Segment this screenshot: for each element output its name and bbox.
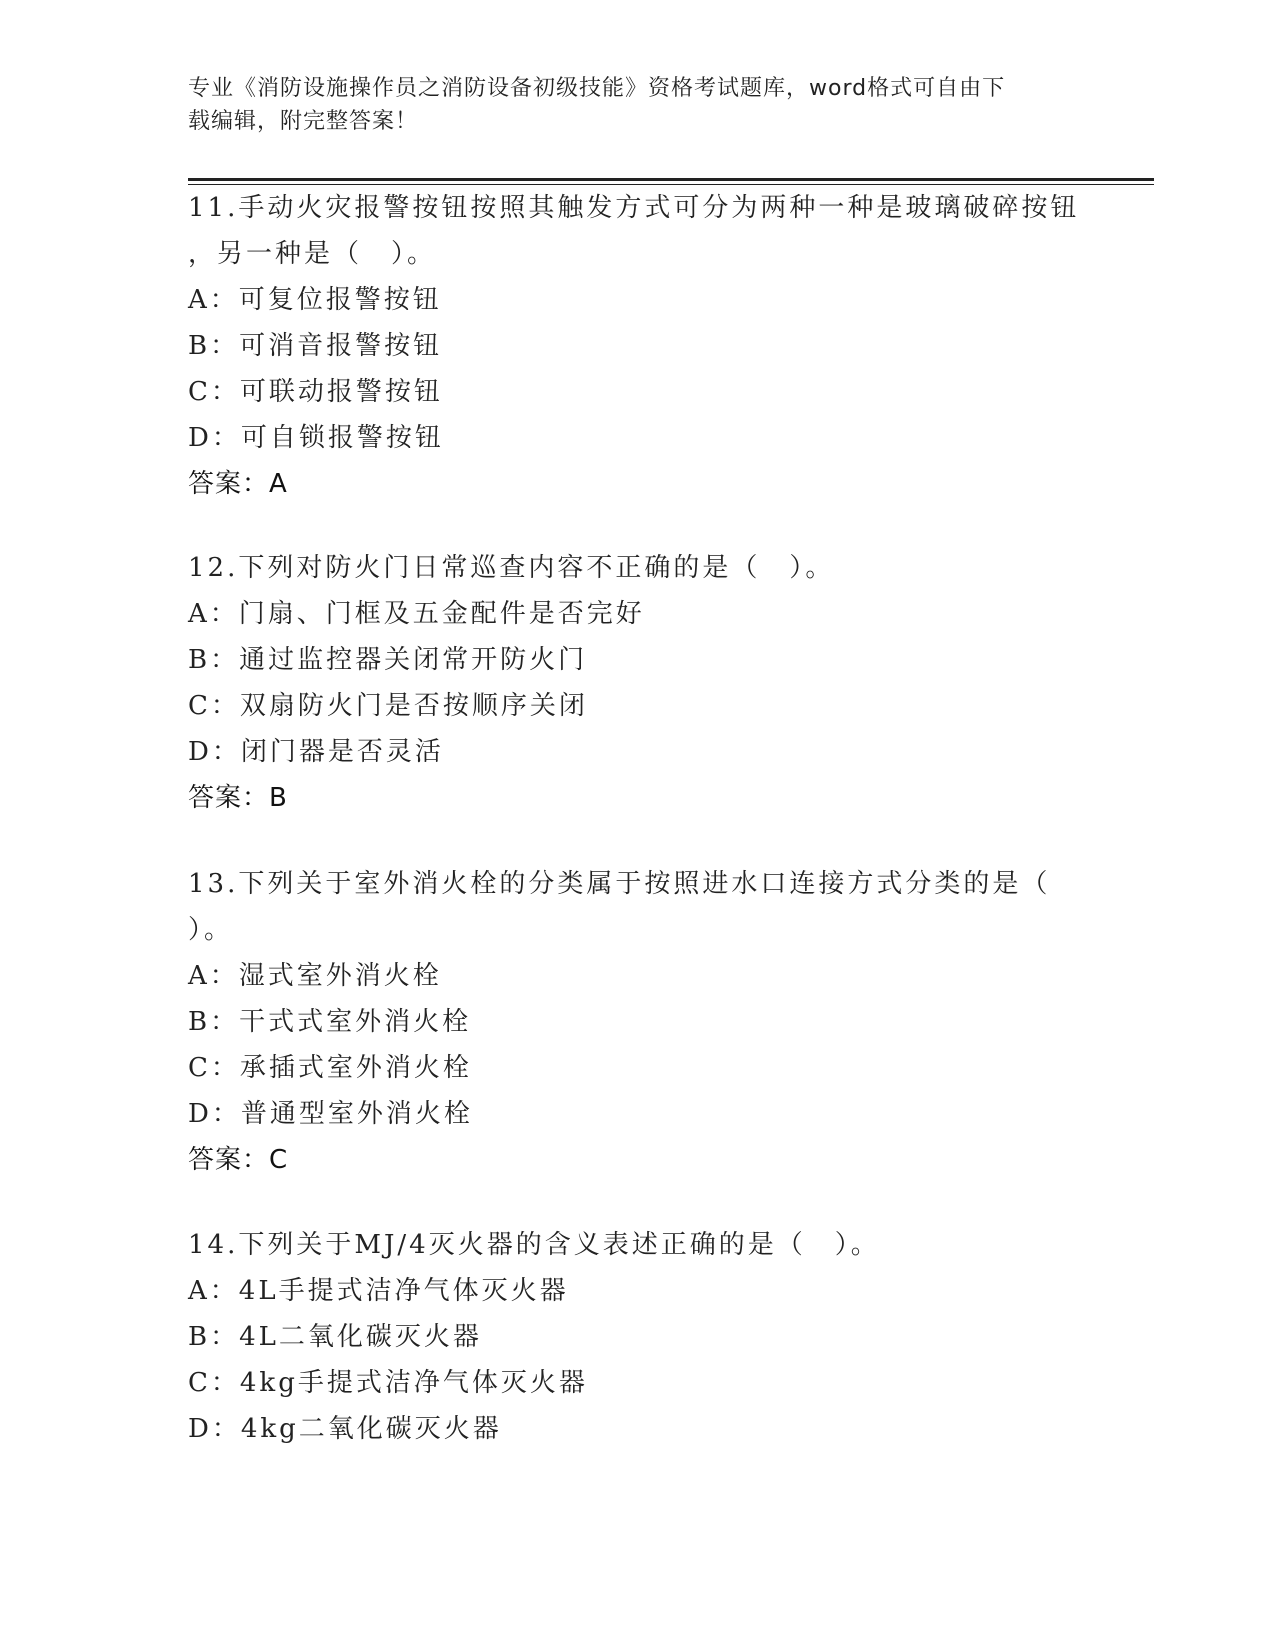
header-divider-thick — [188, 178, 1154, 181]
option-c: C：可联动报警按钮 — [188, 377, 443, 407]
option-b: B：通过监控器关闭常开防火门 — [188, 645, 588, 675]
option-a: A：可复位报警按钮 — [188, 285, 442, 315]
document-header — [188, 72, 1088, 138]
question-stem: 12.下列对防火门日常巡查内容不正确的是（ ）。 — [188, 553, 835, 583]
question-11 — [188, 185, 1088, 507]
option-b: B：干式式室外消火栓 — [188, 1007, 472, 1037]
question-12 — [188, 545, 1088, 821]
option-c: C：双扇防火门是否按顺序关闭 — [188, 691, 588, 721]
question-stem: 14.下列关于MJ/4灭火器的含义表述正确的是（ ）。 — [188, 1230, 880, 1260]
header-title-line1: 专业《消防设施操作员之消防设备初级技能》资格考试题库，word格式可自由下 — [188, 76, 1006, 101]
option-a: A：门扇、门框及五金配件是否完好 — [188, 599, 645, 629]
answer: 答案：B — [188, 783, 288, 813]
header-title-line2: 载编辑，附完整答案！ — [188, 109, 419, 134]
option-d: D：可自锁报警按钮 — [188, 423, 444, 453]
option-c: C：4kg手提式洁净气体灭火器 — [188, 1368, 588, 1398]
option-d: D：普通型室外消火栓 — [188, 1099, 473, 1129]
option-b: B：4L二氧化碳灭火器 — [188, 1322, 482, 1352]
option-d: D：闭门器是否灵活 — [188, 737, 444, 767]
option-d: D：4kg二氧化碳灭火器 — [188, 1414, 502, 1444]
question-13 — [188, 861, 1088, 1183]
option-a: A：湿式室外消火栓 — [188, 961, 442, 991]
option-b: B：可消音报警按钮 — [188, 331, 443, 361]
option-c: C：承插式室外消火栓 — [188, 1053, 472, 1083]
option-a: A：4L手提式洁净气体灭火器 — [188, 1276, 569, 1306]
question-stem: 11.手动火灾报警按钮按照其触发方式可分为两种一种是玻璃破碎按钮 — [188, 193, 1080, 223]
answer: 答案：C — [188, 1145, 289, 1175]
question-stem: 13.下列关于室外消火栓的分类属于按照进水口连接方式分类的是（ — [188, 869, 1051, 899]
answer: 答案：A — [188, 469, 288, 499]
question-stem-continued: ，另一种是（ ）。 — [188, 239, 437, 269]
question-stem-continued: ）。 — [188, 915, 234, 945]
question-14 — [188, 1222, 1088, 1452]
